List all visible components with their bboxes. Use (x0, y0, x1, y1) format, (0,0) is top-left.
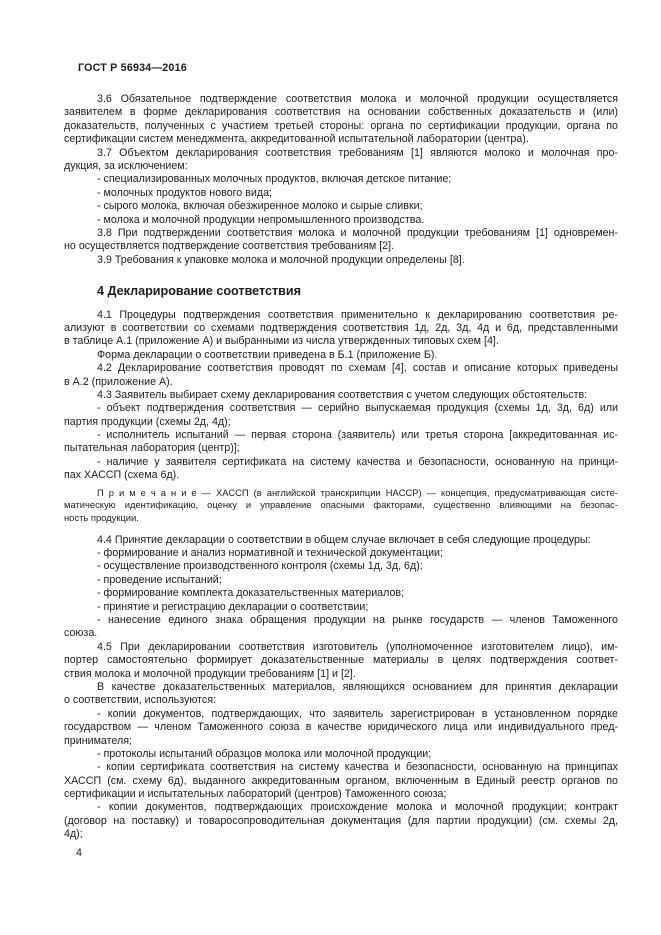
text-line: - молочных продуктов нового вида; (97, 186, 273, 199)
section-heading (64, 284, 618, 299)
text-line: ность продукции. (64, 511, 139, 523)
text-line: заявителем в форме декларирования соответствия на основании собственных доказательств и (или) (64, 106, 618, 119)
paragraph (64, 748, 618, 761)
text-line: - исполнитель испытаний — первая сторона (заявитель) или третья сторона [аккредитованная ис- (97, 429, 618, 442)
text-line: П р и м е ч а н и е — ХАССП (в английской транскрипции HACCP) — концепция, предусматривающая систе- (97, 486, 618, 498)
text-line: - молока и молочной продукции непромышленного производства. (97, 213, 425, 226)
text-line: ствия молока и молочной продукции требованиям [1] и [2]. (64, 667, 356, 680)
text-line: - специализированных молочных продуктов, включая детское питание; (97, 173, 452, 186)
text-line: - проведение испытаний; (97, 573, 222, 586)
text-line: - нанесение единого знака обращения продукции на рынке государств — членов Таможенного (97, 614, 618, 626)
text-line: союза. (64, 627, 98, 640)
text-line: но осуществляется подтверждение соответствия требованиям [2]. (64, 240, 395, 253)
running-header: ГОСТ Р 56934—2016 (78, 62, 187, 74)
text-line: 3.7 Объектом декларирования соответствия требованиям [1] являются молоко и молочная про- (97, 146, 618, 159)
text-line: сертификации и испытательных лабораторий (центров) Таможенного союза; (64, 788, 447, 801)
paragraph (64, 560, 618, 573)
note-paragraph (64, 487, 618, 525)
text-line: 4.1 Процедуры подтверждения соответствия применительно к декларированию соответствия ре- (97, 308, 618, 321)
text-line: принимателя; (64, 734, 132, 747)
text-line: о соответствии, используются: (64, 694, 217, 707)
text-line: в А.2 (приложение А). (64, 375, 173, 388)
text-line: - копии документов, подтверждающих происхождение молока и молочной продукции; контракт (97, 801, 618, 814)
paragraph (64, 614, 618, 641)
paragraph (64, 429, 618, 456)
text-line: матическую идентификацию, оценку и управление опасными факторами, существенно влияющими на безопас- (64, 499, 618, 511)
text-line: ализуют в соответствии со схемами подтверждения соответствия 1д, 2д, 3д, 4д и 6д, представленными (64, 321, 618, 334)
paragraph (64, 173, 618, 186)
page-number: 4 (76, 846, 82, 859)
paragraph (64, 587, 618, 600)
text-line: 3.9 Требования к упаковке молока и молочной продукции определены [8]. (97, 253, 465, 266)
paragraph (64, 641, 618, 681)
paragraph (64, 601, 618, 614)
text-line: 3.8 При подтверждении соответствия молока и молочной продукции требованиям [1] одновремен- (97, 226, 618, 239)
paragraph (64, 200, 618, 213)
text-line: 3.6 Обязательное подтверждение соответствия молока и молочной продукции осуществляется (97, 93, 618, 105)
text-line: 4 Декларирование соответствия (97, 283, 302, 298)
text-line: Форма декларации о соответствии приведена в Б.1 (приложение Б). (97, 348, 438, 361)
text-line: в таблице А.1 (приложение А) и выбранными из числа утвержденных типовых схем [4]. (64, 335, 499, 348)
paragraph (64, 389, 618, 402)
text-line: В качестве доказательственных материалов, являющихся основанием для принятия декларации (97, 680, 618, 693)
paragraph (64, 362, 618, 389)
paragraph (64, 574, 618, 587)
text-line: государством — членом Таможенного союза в качестве юридического лица или индивидуального пред- (64, 721, 618, 734)
paragraph (64, 402, 618, 429)
paragraph (64, 254, 618, 267)
content-blocks (64, 93, 618, 842)
text-line: пах ХАССП (схема 6д). (64, 469, 180, 482)
paragraph (64, 349, 618, 362)
text-line: - принятие и регистрацию декларации о соответствии; (97, 600, 369, 613)
text-line: портер самостоятельно формирует доказательственные материалы в целях подтверждения соответ- (64, 654, 618, 667)
text-line: 4.4 Принятие декларации о соответствии в общем случае включает в себя следующие процедуры: (97, 533, 591, 546)
text-line: сертификации систем менеджмента, аккредитованной испытательной лаборатории (центра). (64, 133, 529, 146)
paragraph (64, 681, 618, 708)
paragraph (64, 534, 618, 547)
paragraph (64, 801, 618, 841)
paragraph (64, 214, 618, 227)
text-line: пытательная лаборатория (центр)]; (64, 442, 240, 455)
text-line: - протоколы испытаний образцов молока или молочной продукции; (97, 747, 432, 760)
text-line: 4.3 Заявитель выбирает схему декларирования соответствия с учетом следующих обстоятельств: (97, 388, 588, 401)
text-block (64, 62, 618, 860)
text-line: 4.2 Декларирование соответствия проводят по схемам [4], состав и описание которых приведены (97, 362, 618, 375)
text-line: - копии документов, подтверждающих, что заявитель зарегистрирован в установленном порядке (97, 707, 618, 720)
text-line: ХАССП (см. схему 6д), выданного аккредитованным органом, включенным в Единый реестр органов по (64, 774, 618, 787)
text-line: доказательств, полученных с участием третьей стороны: органа по сертификации продукции, органа по (64, 119, 618, 132)
paragraph (64, 547, 618, 560)
text-line: - осуществление производственного контроля (схемы 1д, 3д, 6д); (97, 560, 423, 573)
text-line: - сырого молока, включая обезжиренное молоко и сырые сливки; (97, 200, 423, 213)
paragraph (64, 227, 618, 254)
paragraph (64, 93, 618, 147)
text-line: дукция, за исключением: (64, 159, 188, 172)
paragraph (64, 147, 618, 174)
paragraph (64, 309, 618, 349)
text-line: - формирование и анализ нормативной и технической документации; (97, 547, 443, 560)
text-line: - формирование комплекта доказательственных материалов; (97, 587, 405, 600)
text-line: 4.5 При декларировании соответствия изготовитель (уполномоченное изготовителем лицо), им- (97, 640, 618, 653)
text-line: - копии сертификата соответствия на систему качества и безопасности, основанную на принципах (97, 761, 618, 774)
paragraph (64, 187, 618, 200)
paragraph (64, 708, 618, 748)
text-line: - наличие у заявителя сертификата на систему качества и безопасности, основанную на принци- (97, 455, 618, 468)
text-line: (договор на поставку) и товаросопроводительная документация (для партии продукции) (см. схемы 2д, (64, 814, 618, 827)
paragraph (64, 456, 618, 483)
text-line: - объект подтверждения соответствия — серийно выпускаемая продукция (схемы 1д, 3д, 6д) или (97, 402, 618, 415)
text-line: 4д); (64, 828, 83, 841)
text-line: партия продукции (схемы 2д, 4д); (64, 415, 231, 428)
paragraph (64, 761, 618, 801)
